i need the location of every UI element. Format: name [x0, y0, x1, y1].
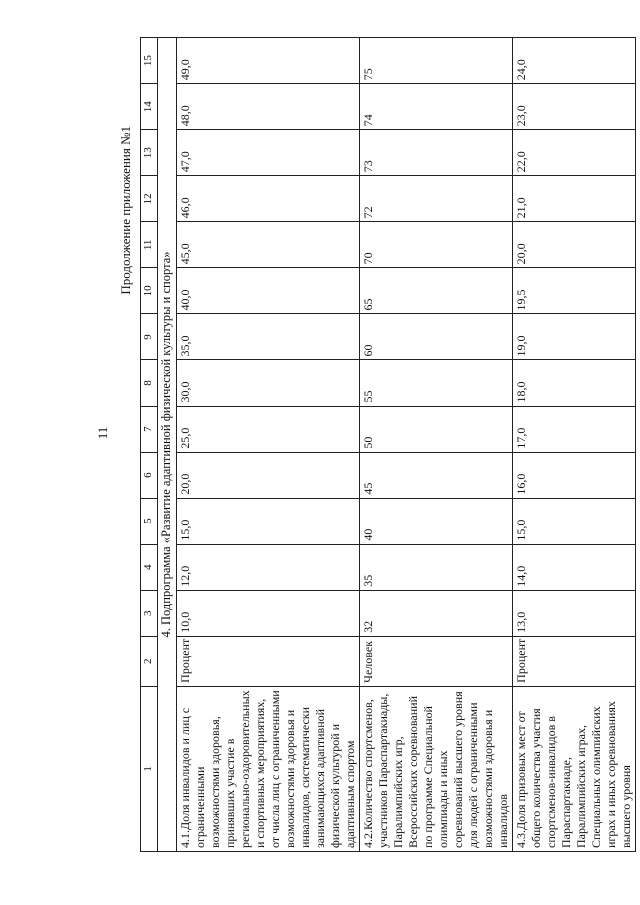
col-header-3: 3: [141, 590, 158, 636]
value-cell: 21,0: [513, 176, 636, 222]
col-header-13: 13: [141, 130, 158, 176]
col-header-10: 10: [141, 268, 158, 314]
col-header-2: 2: [141, 636, 158, 686]
col-header-1: 1: [141, 686, 158, 851]
value-cell: 70: [360, 222, 513, 268]
value-cell: 74: [360, 84, 513, 130]
continuation-title: Продолжение приложения №1: [118, 126, 133, 295]
value-cell: 22,0: [513, 130, 636, 176]
page-number: 11: [95, 426, 110, 440]
value-cell: 72: [360, 176, 513, 222]
value-cell: 13,0: [513, 590, 636, 636]
col-header-12: 12: [141, 176, 158, 222]
value-cell: 40,0: [177, 268, 360, 314]
value-cell: 32: [360, 590, 513, 636]
value-cell: 25,0: [177, 406, 360, 452]
value-cell: 45: [360, 452, 513, 498]
unit-cell: Процент: [513, 636, 636, 686]
value-cell: 17,0: [513, 406, 636, 452]
unit-cell: Человек: [360, 636, 513, 686]
col-header-6: 6: [141, 452, 158, 498]
value-cell: 35: [360, 544, 513, 590]
value-cell: 24,0: [513, 38, 636, 84]
value-cell: 19,5: [513, 268, 636, 314]
value-cell: 65: [360, 268, 513, 314]
col-header-5: 5: [141, 498, 158, 544]
value-cell: 16,0: [513, 452, 636, 498]
table-row: [360, 38, 513, 852]
value-cell: 35,0: [177, 314, 360, 360]
value-cell: 75: [360, 38, 513, 84]
section-title: 4. Подпрограмма «Развитие адаптивной физической культуры и спорта»: [158, 38, 177, 852]
table-row: [513, 38, 636, 852]
value-cell: 15,0: [177, 498, 360, 544]
value-cell: 50: [360, 406, 513, 452]
indicator-cell: 4.2.Количество спортсменов, участников Параспартакиады, Паралимпийских игр, Всероссийских соревнований по программе Специальной олимпиады и иных соревнований высшего уровня для людей с ограниченными возможностями здоровья и инвалидов: [360, 686, 513, 851]
value-cell: 48,0: [177, 84, 360, 130]
value-cell: 20,0: [513, 222, 636, 268]
indicator-cell: 4.1.Доля инвалидов и лиц с ограниченными возможностями здоровья, принявших участие в регионально-оздоровительных и спортивных мероприятиях, от числа лиц с ограниченными возможностями здоровья и инвалидов, систематически занимающихся адаптивной физической культурой и адаптивным спортом: [177, 686, 360, 851]
indicators-table: [140, 37, 636, 852]
value-cell: 15,0: [513, 498, 636, 544]
table-row: [177, 38, 360, 852]
value-cell: 20,0: [177, 452, 360, 498]
value-cell: 60: [360, 314, 513, 360]
value-cell: 30,0: [177, 360, 360, 406]
col-header-4: 4: [141, 544, 158, 590]
value-cell: 12,0: [177, 544, 360, 590]
value-cell: 47,0: [177, 130, 360, 176]
value-cell: 14,0: [513, 544, 636, 590]
col-header-15: 15: [141, 38, 158, 84]
value-cell: 18,0: [513, 360, 636, 406]
value-cell: 19,0: [513, 314, 636, 360]
value-cell: 46,0: [177, 176, 360, 222]
col-header-9: 9: [141, 314, 158, 360]
value-cell: 49,0: [177, 38, 360, 84]
value-cell: 40: [360, 498, 513, 544]
indicator-cell: 4.3.Доля призовых мест от общего количества участия спортсменов-инвалидов в Параспартакиаде, Паралимпийских играх, Специальных олимпийских играх и иных соревнованиях высшего уровня: [513, 686, 636, 851]
value-cell: 23,0: [513, 84, 636, 130]
rotated-table-container: [140, 37, 633, 852]
col-header-14: 14: [141, 84, 158, 130]
header-row: [141, 38, 158, 852]
unit-cell: Процент: [177, 636, 360, 686]
value-cell: 55: [360, 360, 513, 406]
value-cell: 45,0: [177, 222, 360, 268]
col-header-11: 11: [141, 222, 158, 268]
col-header-8: 8: [141, 360, 158, 406]
section-row: [158, 38, 177, 852]
col-header-7: 7: [141, 406, 158, 452]
value-cell: 73: [360, 130, 513, 176]
value-cell: 10,0: [177, 590, 360, 636]
